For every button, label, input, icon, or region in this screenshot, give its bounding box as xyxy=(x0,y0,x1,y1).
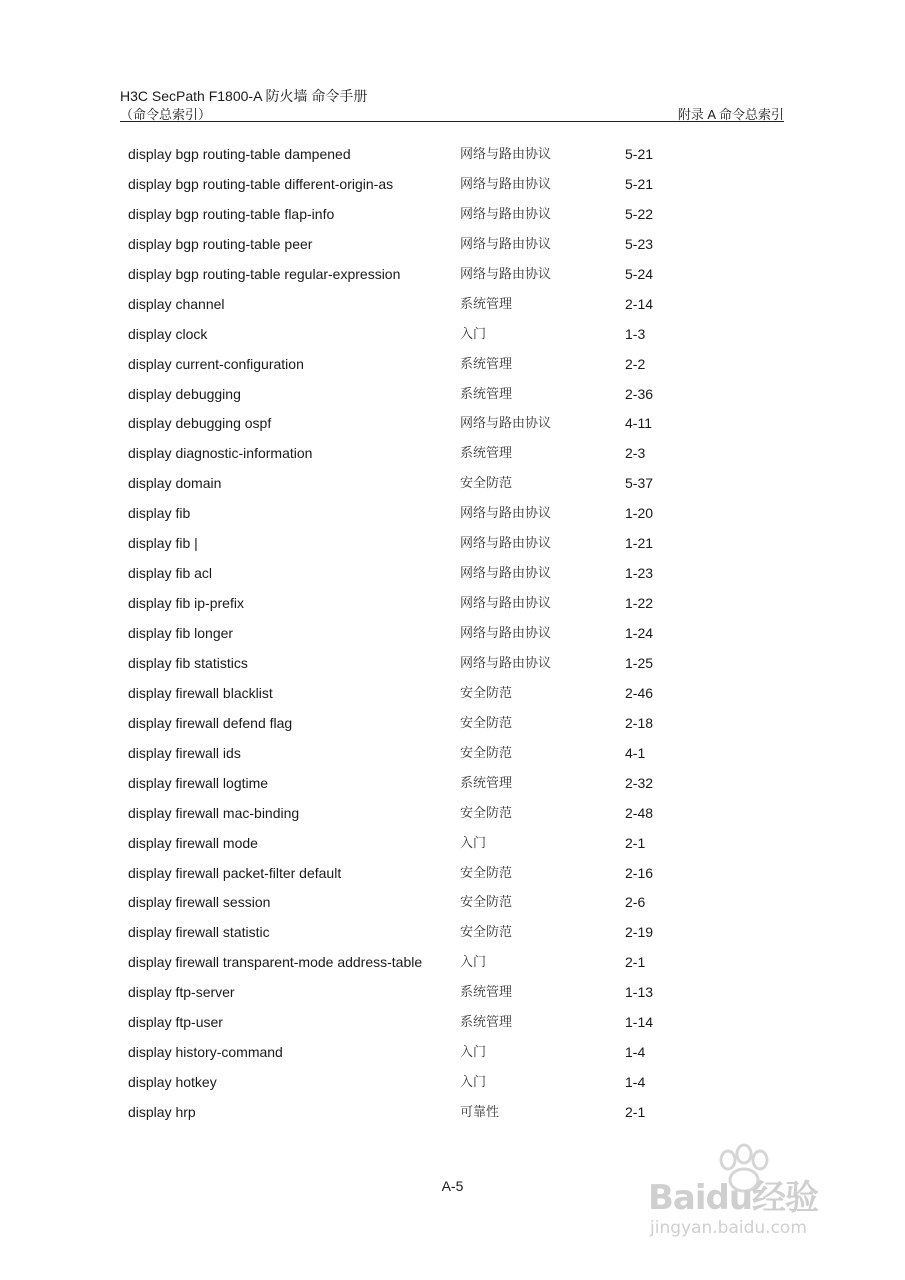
category-cell: 入门 xyxy=(460,835,487,851)
table-row xyxy=(128,948,728,978)
table-row xyxy=(128,409,728,439)
command-cell: display debugging ospf xyxy=(128,415,272,432)
page-ref-cell: 5-21 xyxy=(625,175,654,192)
command-cell: display bgp routing-table dampened xyxy=(128,146,351,162)
document-title: H3C SecPath F1800-A 防火墙 命令手册 xyxy=(120,88,368,104)
category-cell: 系统管理 xyxy=(460,775,513,791)
table-row xyxy=(128,439,728,469)
table-row xyxy=(128,469,728,499)
command-cell: display firewall statistic xyxy=(128,924,270,941)
page-ref-cell: 1-25 xyxy=(625,654,654,671)
category-cell: 系统管理 xyxy=(460,296,513,312)
table-row xyxy=(128,140,728,170)
page-ref-cell: 1-3 xyxy=(625,325,646,342)
category-cell: 安全防范 xyxy=(460,925,513,941)
command-cell: display fib longer xyxy=(128,625,234,641)
table-row xyxy=(128,350,728,380)
page-ref-cell: 5-22 xyxy=(625,205,654,222)
watermark-url: jingyan.baidu.com xyxy=(650,1218,807,1238)
section-title: 附录 A 命令总索引 xyxy=(677,107,784,122)
page-ref-cell: 4-11 xyxy=(625,415,652,432)
page-ref-cell: 1-23 xyxy=(625,565,654,582)
page-number: A-5 xyxy=(441,1178,464,1194)
page-ref-cell: 1-21 xyxy=(625,535,654,552)
page-ref-cell: 4-1 xyxy=(625,744,646,761)
page-ref-cell: 5-24 xyxy=(625,265,654,282)
command-cell: display fib acl xyxy=(128,565,213,582)
page-ref-cell: 1-4 xyxy=(625,1074,646,1091)
page-ref-cell: 2-1 xyxy=(625,834,646,851)
command-cell: display firewall blacklist xyxy=(128,684,273,701)
category-cell: 网络与路由协议 xyxy=(460,626,552,641)
page-ref-cell: 2-1 xyxy=(625,954,646,971)
page-ref-cell: 5-21 xyxy=(625,146,654,162)
command-cell: display history-command xyxy=(128,1044,283,1061)
page-ref-cell: 2-36 xyxy=(625,385,654,402)
category-cell: 入门 xyxy=(460,1045,487,1061)
category-cell: 网络与路由协议 xyxy=(460,416,552,432)
command-cell: display firewall packet-filter default xyxy=(128,864,342,881)
command-cell: display hrp xyxy=(128,1104,196,1120)
table-row xyxy=(128,829,728,859)
table-row xyxy=(128,529,728,559)
page-ref-cell: 5-37 xyxy=(625,475,654,492)
command-cell: display bgp routing-table peer xyxy=(128,235,313,252)
category-cell: 网络与路由协议 xyxy=(460,506,552,522)
page-ref-cell: 2-14 xyxy=(625,295,654,312)
command-cell: display bgp routing-table regular-expression xyxy=(128,265,401,282)
table-row xyxy=(128,918,728,948)
table-row xyxy=(128,170,728,200)
table-row xyxy=(128,230,728,260)
category-cell: 网络与路由协议 xyxy=(460,536,552,552)
table-row xyxy=(128,499,728,529)
command-cell: display bgp routing-table flap-info xyxy=(128,205,335,222)
category-cell: 系统管理 xyxy=(460,985,513,1001)
category-cell: 网络与路由协议 xyxy=(460,176,552,192)
command-cell: display firewall mode xyxy=(128,834,258,851)
category-cell: 系统管理 xyxy=(460,386,513,402)
command-cell: display fib ip-prefix xyxy=(128,595,244,612)
table-row xyxy=(128,320,728,350)
category-cell: 可靠性 xyxy=(460,1105,500,1120)
page-ref-cell: 1-4 xyxy=(625,1044,646,1061)
command-cell: display bgp routing-table different-origin-as xyxy=(128,175,394,192)
category-cell: 安全防范 xyxy=(460,745,513,761)
category-cell: 网络与路由协议 xyxy=(460,236,552,252)
page-ref-cell: 1-24 xyxy=(625,625,654,641)
category-cell: 系统管理 xyxy=(460,1015,513,1031)
command-cell: display firewall mac-binding xyxy=(128,804,300,821)
category-cell: 网络与路由协议 xyxy=(460,566,552,582)
category-cell: 入门 xyxy=(460,326,487,342)
page-ref-cell: 2-32 xyxy=(625,774,654,791)
table-row xyxy=(128,589,728,619)
category-cell: 网络与路由协议 xyxy=(460,147,552,162)
command-cell: display firewall session xyxy=(128,894,271,911)
category-cell: 系统管理 xyxy=(460,356,513,372)
command-cell: display debugging xyxy=(128,385,241,402)
category-cell: 安全防范 xyxy=(460,476,513,492)
command-cell: display firewall transparent-mode address-table xyxy=(128,954,423,971)
table-row xyxy=(128,559,728,589)
page-ref-cell: 2-18 xyxy=(625,714,654,731)
page-ref-cell: 1-20 xyxy=(625,505,654,522)
command-cell: display firewall defend flag xyxy=(128,714,293,731)
category-cell: 安全防范 xyxy=(460,685,513,701)
command-cell: display ftp-server xyxy=(128,984,235,1001)
command-cell: display firewall ids xyxy=(128,744,241,761)
command-index-table xyxy=(128,140,728,1128)
page-ref-cell: 1-22 xyxy=(625,595,654,612)
command-cell: display domain xyxy=(128,475,222,492)
watermark-brand: Baidu经验 xyxy=(648,1178,819,1218)
table-row xyxy=(128,1098,728,1128)
page-ref-cell: 1-14 xyxy=(625,1014,654,1031)
table-row xyxy=(128,290,728,320)
table-row xyxy=(128,1038,728,1068)
table-row xyxy=(128,739,728,769)
category-cell: 系统管理 xyxy=(460,446,513,462)
command-cell: display hotkey xyxy=(128,1074,217,1091)
category-cell: 入门 xyxy=(460,955,487,971)
command-cell: display fib xyxy=(128,505,191,522)
category-cell: 网络与路由协议 xyxy=(460,266,552,282)
page-ref-cell: 2-16 xyxy=(625,864,654,881)
table-row xyxy=(128,769,728,799)
command-cell: display fib | xyxy=(128,535,198,552)
page-ref-cell: 2-2 xyxy=(625,355,646,372)
command-cell: display diagnostic-information xyxy=(128,445,313,462)
category-cell: 安全防范 xyxy=(460,715,513,731)
page-ref-cell: 2-48 xyxy=(625,804,654,821)
page-ref-cell: 1-13 xyxy=(625,984,654,1001)
table-row xyxy=(128,859,728,889)
page-ref-cell: 2-3 xyxy=(625,445,646,462)
table-row xyxy=(128,888,728,918)
table-row xyxy=(128,1068,728,1098)
command-cell: display clock xyxy=(128,325,208,342)
page-ref-cell: 2-6 xyxy=(625,894,646,911)
header-divider xyxy=(120,121,784,122)
table-row xyxy=(128,978,728,1008)
table-row xyxy=(128,649,728,679)
table-row xyxy=(128,679,728,709)
document-subtitle: （命令总索引） xyxy=(120,107,212,122)
table-row xyxy=(128,1008,728,1038)
table-row xyxy=(128,619,728,649)
table-row xyxy=(128,799,728,829)
category-cell: 入门 xyxy=(460,1075,487,1091)
table-row xyxy=(128,260,728,290)
command-cell: display channel xyxy=(128,295,225,312)
page-ref-cell: 2-46 xyxy=(625,684,654,701)
command-cell: display firewall logtime xyxy=(128,774,269,791)
command-cell: display ftp-user xyxy=(128,1014,223,1031)
table-row xyxy=(128,709,728,739)
category-cell: 网络与路由协议 xyxy=(460,655,552,671)
page-ref-cell: 2-19 xyxy=(625,924,654,941)
command-cell: display current-configuration xyxy=(128,355,304,372)
command-cell: display fib statistics xyxy=(128,654,248,671)
category-cell: 网络与路由协议 xyxy=(460,596,552,612)
table-row xyxy=(128,200,728,230)
page-ref-cell: 2-1 xyxy=(625,1104,646,1120)
category-cell: 安全防范 xyxy=(460,805,513,821)
watermark xyxy=(640,1140,860,1260)
category-cell: 安全防范 xyxy=(460,895,513,911)
category-cell: 安全防范 xyxy=(460,865,513,881)
category-cell: 网络与路由协议 xyxy=(460,206,552,222)
page-ref-cell: 5-23 xyxy=(625,235,654,252)
table-row xyxy=(128,380,728,410)
